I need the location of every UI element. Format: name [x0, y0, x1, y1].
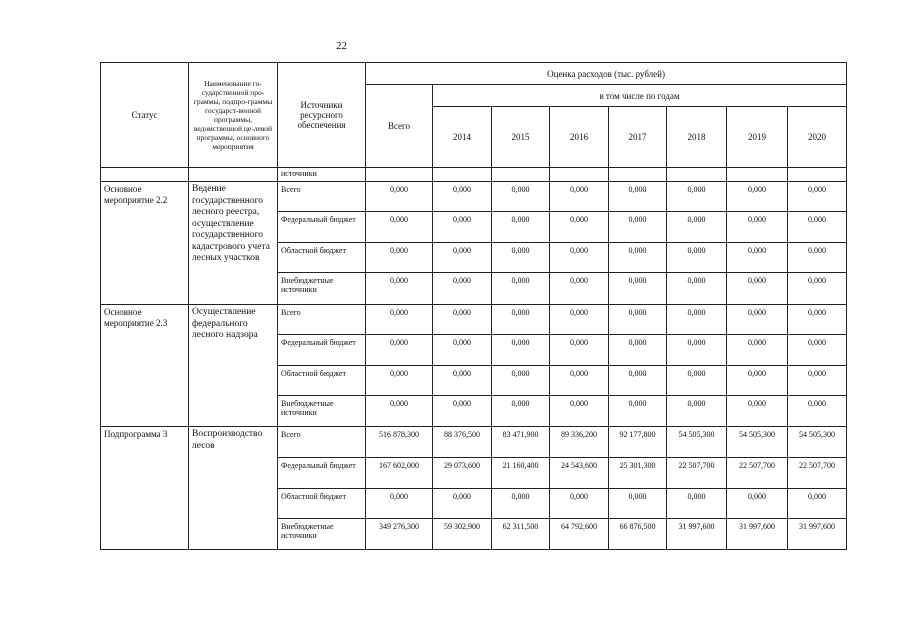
source-label: Всего [278, 427, 366, 458]
table-row [101, 182, 847, 212]
value-total: 516 878,300 [366, 427, 433, 458]
empty-cell [492, 168, 550, 182]
empty-cell [189, 168, 278, 182]
value-year-2016: 0,000 [550, 335, 609, 366]
value-year-2014: 0,000 [433, 366, 492, 396]
value-total: 0,000 [366, 243, 433, 273]
value-year-2020: 54 505,300 [788, 427, 847, 458]
value-year-2019: 0,000 [727, 366, 788, 396]
value-year-2020: 0,000 [788, 489, 847, 519]
source-label: Всего [278, 182, 366, 212]
value-year-2014: 0,000 [433, 243, 492, 273]
value-year-2018: 22 507,700 [667, 458, 727, 489]
value-year-2018: 0,000 [667, 489, 727, 519]
header-year-2016: 2016 [550, 107, 609, 168]
header-year-2020: 2020 [788, 107, 847, 168]
value-year-2017: 0,000 [609, 273, 667, 305]
value-year-2016: 89 336,200 [550, 427, 609, 458]
value-total: 349 276,300 [366, 519, 433, 550]
value-year-2016: 0,000 [550, 489, 609, 519]
header-by-years: в том числе по годам [433, 85, 847, 107]
value-year-2015: 0,000 [492, 243, 550, 273]
value-total: 0,000 [366, 273, 433, 305]
value-year-2017: 0,000 [609, 366, 667, 396]
header-year-2014: 2014 [433, 107, 492, 168]
header-year-2018: 2018 [667, 107, 727, 168]
value-year-2014: 29 073,600 [433, 458, 492, 489]
value-year-2014: 0,000 [433, 273, 492, 305]
value-year-2014: 59 302,900 [433, 519, 492, 550]
source-label: Внебюджетные источники [278, 273, 366, 305]
empty-cell [101, 168, 189, 182]
value-year-2020: 0,000 [788, 212, 847, 243]
value-year-2019: 54 505,300 [727, 427, 788, 458]
value-year-2018: 31 997,600 [667, 519, 727, 550]
value-year-2017: 0,000 [609, 243, 667, 273]
value-year-2015: 62 311,500 [492, 519, 550, 550]
value-year-2017: 0,000 [609, 182, 667, 212]
value-year-2015: 0,000 [492, 489, 550, 519]
source-label: Областной бюджет [278, 489, 366, 519]
value-year-2017: 92 177,800 [609, 427, 667, 458]
budget-table [100, 62, 847, 550]
section-name: Осуществление федерального лесного надзора [189, 305, 278, 427]
header-status: Статус [101, 63, 189, 168]
value-year-2017: 25 301,300 [609, 458, 667, 489]
source-label: Всего [278, 305, 366, 335]
source-label: Внебюджетные источники [278, 519, 366, 550]
header-name: Наименование го-сударственной про-граммы, подпро-граммы государст-венной программы, ведомственной це-левой программы, основного мероприятия [189, 63, 278, 168]
value-year-2017: 66 876,500 [609, 519, 667, 550]
value-year-2020: 0,000 [788, 182, 847, 212]
table-row [101, 427, 847, 458]
value-year-2015: 0,000 [492, 335, 550, 366]
value-year-2020: 0,000 [788, 396, 847, 427]
value-year-2019: 31 997,600 [727, 519, 788, 550]
value-year-2018: 0,000 [667, 396, 727, 427]
value-year-2014: 88 376,500 [433, 427, 492, 458]
value-year-2016: 0,000 [550, 273, 609, 305]
value-year-2019: 0,000 [727, 243, 788, 273]
value-total: 167 602,000 [366, 458, 433, 489]
value-year-2016: 0,000 [550, 182, 609, 212]
section-name: Воспроизводство лесов [189, 427, 278, 550]
value-year-2017: 0,000 [609, 212, 667, 243]
value-year-2015: 0,000 [492, 305, 550, 335]
value-year-2014: 0,000 [433, 489, 492, 519]
value-year-2016: 64 792,600 [550, 519, 609, 550]
value-year-2015: 0,000 [492, 273, 550, 305]
value-year-2018: 0,000 [667, 273, 727, 305]
value-year-2020: 0,000 [788, 273, 847, 305]
value-year-2019: 0,000 [727, 273, 788, 305]
source-label: Федеральный бюджет [278, 458, 366, 489]
header-estimate: Оценка расходов (тыс. рублей) [366, 63, 847, 85]
value-year-2019: 0,000 [727, 335, 788, 366]
source-label: Федеральный бюджет [278, 212, 366, 243]
value-total: 0,000 [366, 366, 433, 396]
value-year-2016: 0,000 [550, 243, 609, 273]
value-year-2019: 22 507,700 [727, 458, 788, 489]
value-year-2018: 0,000 [667, 366, 727, 396]
source-label: Областной бюджет [278, 243, 366, 273]
value-year-2017: 0,000 [609, 396, 667, 427]
header-total: Всего [366, 85, 433, 168]
value-year-2020: 22 507,700 [788, 458, 847, 489]
header-year-2017: 2017 [609, 107, 667, 168]
value-year-2015: 0,000 [492, 212, 550, 243]
empty-cell [667, 168, 727, 182]
section-status: Подпрограмма 3 [101, 427, 189, 550]
value-year-2014: 0,000 [433, 305, 492, 335]
value-year-2020: 31 997,600 [788, 519, 847, 550]
value-year-2018: 0,000 [667, 305, 727, 335]
value-year-2019: 0,000 [727, 182, 788, 212]
value-year-2020: 0,000 [788, 243, 847, 273]
value-total: 0,000 [366, 489, 433, 519]
value-year-2016: 0,000 [550, 212, 609, 243]
value-year-2016: 0,000 [550, 396, 609, 427]
value-year-2020: 0,000 [788, 335, 847, 366]
value-year-2014: 0,000 [433, 212, 492, 243]
source-label: Федеральный бюджет [278, 335, 366, 366]
section-status: Основное мероприятие 2.2 [101, 182, 189, 305]
value-year-2018: 0,000 [667, 335, 727, 366]
continuation-label: источники [278, 168, 366, 182]
empty-cell [433, 168, 492, 182]
value-year-2018: 0,000 [667, 243, 727, 273]
value-year-2015: 21 160,400 [492, 458, 550, 489]
source-label: Областной бюджет [278, 366, 366, 396]
section-status: Основное мероприятие 2.3 [101, 305, 189, 427]
value-year-2019: 0,000 [727, 305, 788, 335]
empty-cell [366, 168, 433, 182]
empty-cell [727, 168, 788, 182]
value-year-2019: 0,000 [727, 396, 788, 427]
value-year-2014: 0,000 [433, 396, 492, 427]
value-total: 0,000 [366, 396, 433, 427]
header-sources: Источники ресурсного обеспечения [278, 63, 366, 168]
value-year-2017: 0,000 [609, 335, 667, 366]
empty-cell [609, 168, 667, 182]
page-number: 22 [336, 40, 347, 52]
table-row [101, 305, 847, 335]
value-year-2016: 0,000 [550, 366, 609, 396]
value-total: 0,000 [366, 212, 433, 243]
value-total: 0,000 [366, 305, 433, 335]
value-year-2015: 83 471,900 [492, 427, 550, 458]
empty-cell [788, 168, 847, 182]
value-year-2019: 0,000 [727, 212, 788, 243]
value-year-2020: 0,000 [788, 305, 847, 335]
value-year-2020: 0,000 [788, 366, 847, 396]
value-year-2018: 0,000 [667, 182, 727, 212]
value-year-2019: 0,000 [727, 489, 788, 519]
empty-cell [550, 168, 609, 182]
value-year-2015: 0,000 [492, 396, 550, 427]
value-year-2014: 0,000 [433, 335, 492, 366]
value-year-2018: 0,000 [667, 212, 727, 243]
value-year-2014: 0,000 [433, 182, 492, 212]
value-total: 0,000 [366, 335, 433, 366]
value-year-2017: 0,000 [609, 489, 667, 519]
value-total: 0,000 [366, 182, 433, 212]
value-year-2016: 24 543,600 [550, 458, 609, 489]
value-year-2016: 0,000 [550, 305, 609, 335]
value-year-2015: 0,000 [492, 182, 550, 212]
header-year-2019: 2019 [727, 107, 788, 168]
value-year-2015: 0,000 [492, 366, 550, 396]
value-year-2017: 0,000 [609, 305, 667, 335]
section-name: Ведение государственного лесного реестра, осуществление государственного кадастрового учета лесных участков [189, 182, 278, 305]
source-label: Внебюджетные источники [278, 396, 366, 427]
value-year-2018: 54 505,300 [667, 427, 727, 458]
header-year-2015: 2015 [492, 107, 550, 168]
